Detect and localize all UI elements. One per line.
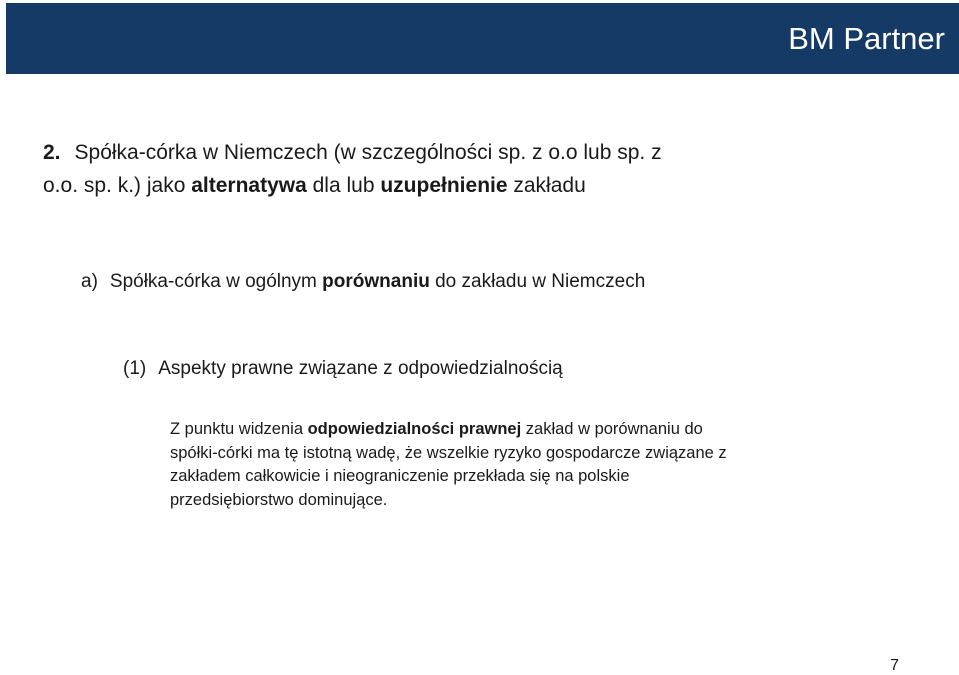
heading-text-mid: dla lub [306, 174, 381, 197]
paragraph-text-pre: Z punktu widzenia [170, 420, 308, 438]
heading-bold-alternatywa: alternatywa [191, 174, 307, 197]
paragraph-line-1 [170, 418, 930, 442]
section-heading-line-2 [43, 169, 863, 202]
section-number: 2. [43, 141, 61, 164]
section-heading [43, 136, 863, 202]
paragraph-text-post: zakład w porównaniu do [521, 420, 703, 438]
paragraph-line-3: zakładem całkowicie i nieograniczenie przekłada się na polskie [170, 467, 630, 485]
heading-bold-uzupelnienie: uzupełnienie [380, 174, 508, 197]
subsection-a [81, 269, 645, 295]
section-heading-text-1: Spółka-córka w Niemczech (w szczególności sp. z o.o lub sp. z [74, 141, 662, 164]
heading-text-post: zakładu [507, 174, 586, 197]
subsection-a-marker: a) [81, 271, 98, 292]
subsection-1-text: Aspekty prawne związane z odpowiedzialnością [158, 358, 563, 379]
page-number: 7 [890, 657, 899, 674]
paragraph-line-2: spółki-córki ma tę istotną wadę, że wszelkie ryzyko gospodarcze związane z [170, 443, 727, 462]
paragraph-bold: odpowiedzialności prawnej [307, 420, 522, 438]
body-paragraph [170, 418, 930, 512]
subsection-a-bold: porównaniu [322, 271, 430, 292]
heading-text-pre: o.o. sp. k.) jako [43, 174, 192, 197]
header-bar [6, 3, 959, 74]
subsection-1 [123, 356, 563, 382]
subsection-1-marker: (1) [123, 358, 147, 379]
brand-title: BM Partner [788, 21, 945, 56]
subsection-a-text-post: do zakładu w Niemczech [429, 271, 646, 292]
section-heading-line-1 [43, 136, 863, 169]
paragraph-line-4: przedsiębiorstwo dominujące. [170, 490, 388, 509]
subsection-a-text-pre: Spółka-córka w ogólnym [109, 271, 323, 292]
